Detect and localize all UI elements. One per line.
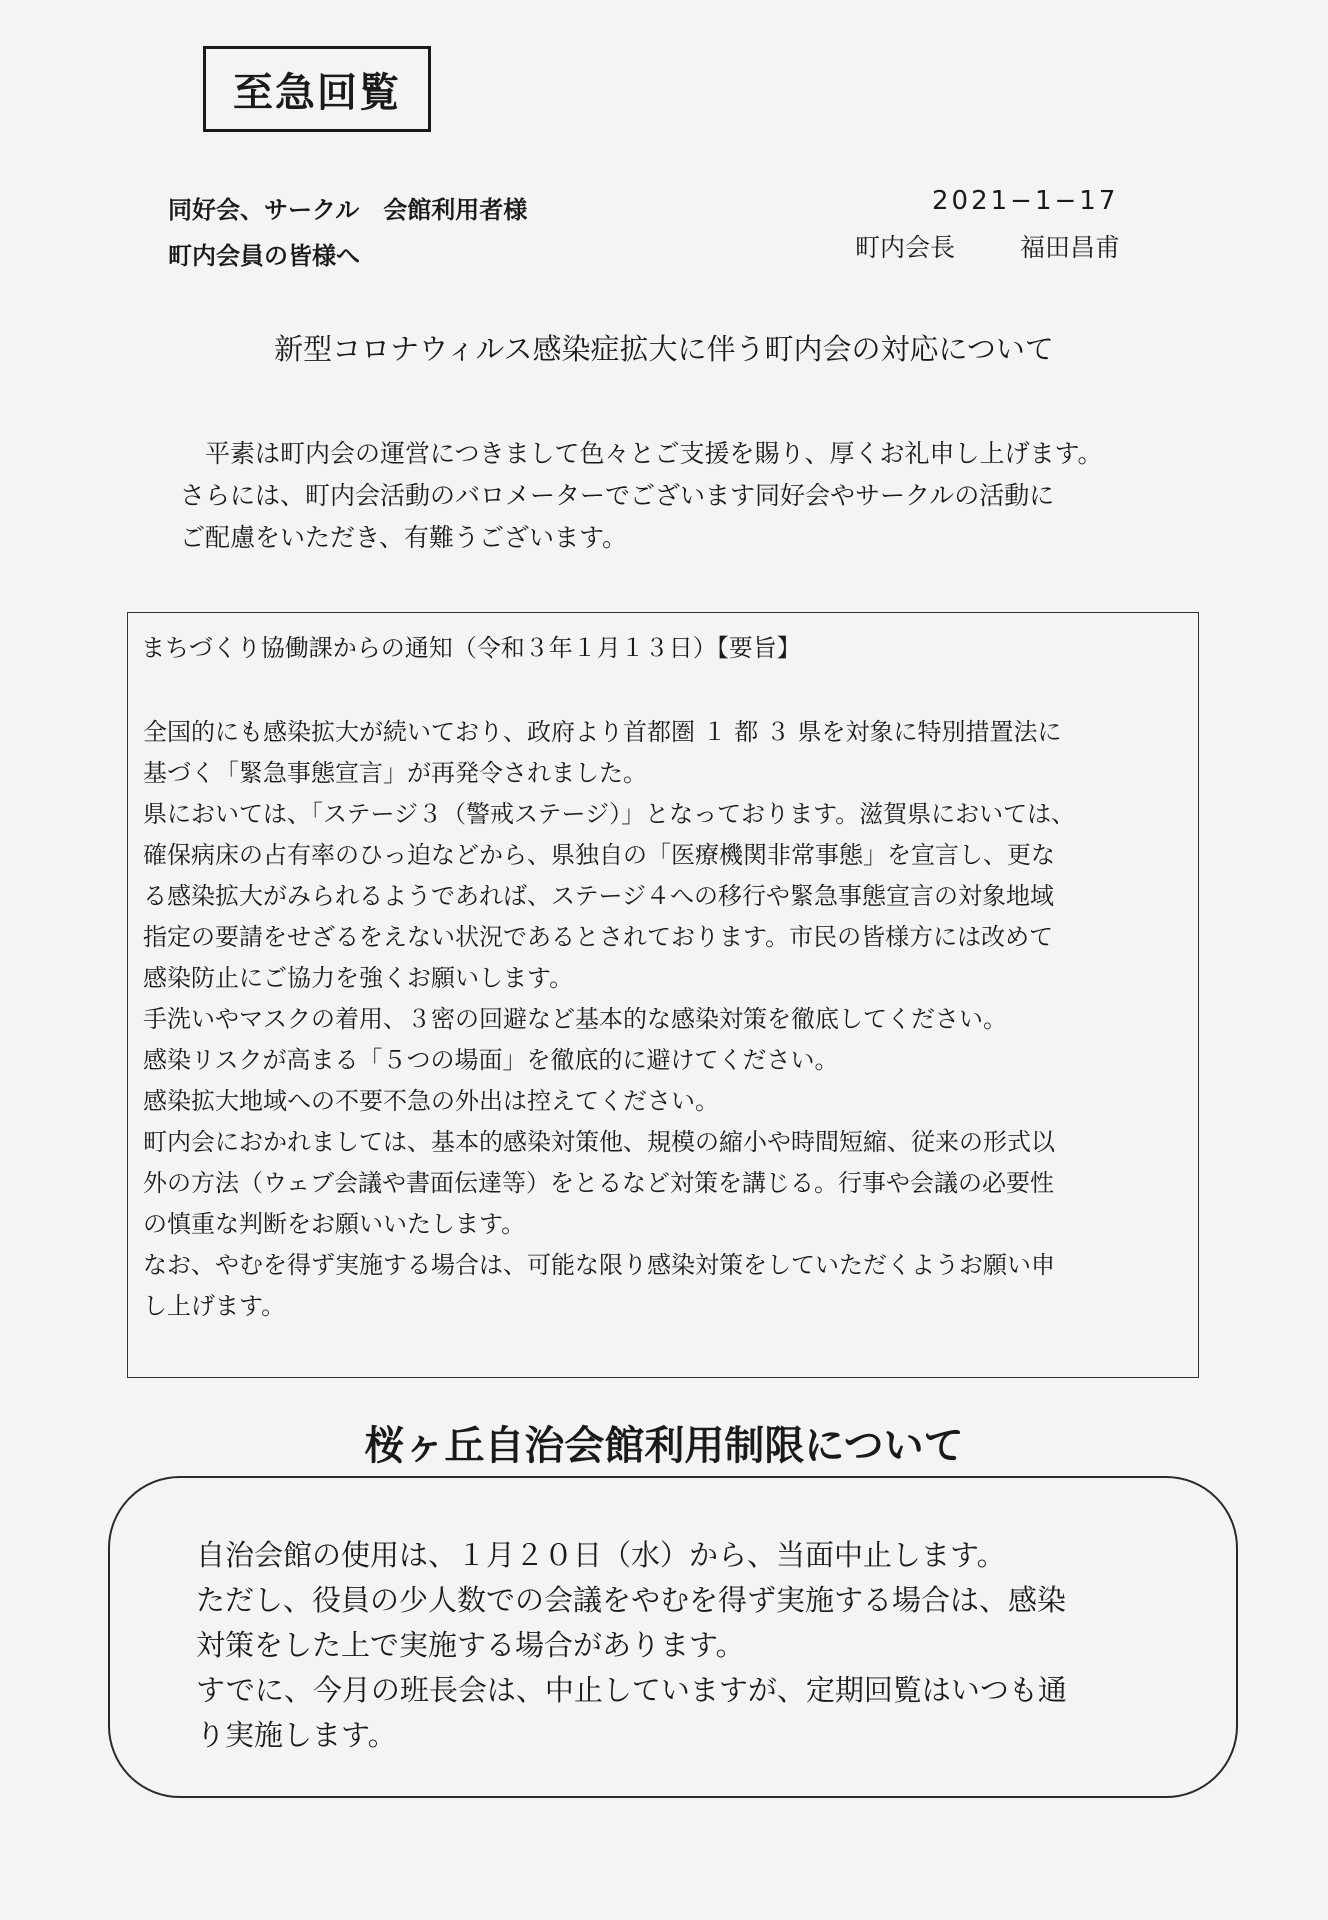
notice-line: 外の方法（ウェブ会議や書面伝達等）をとるなど対策を講じる。行事や会議の必要性 — [143, 1169, 1055, 1197]
usage-line: すでに、今月の班長会は、中止していますが、定期回覧はいつも通 — [196, 1673, 1067, 1707]
sender-role: 町内会長 — [855, 233, 956, 262]
document-title: 新型コロナウィルス感染症拡大に伴う町内会の対応について — [274, 332, 1054, 366]
notice-line: る感染拡大がみられるようであれば、ステージ４への移行や緊急事態宣言の対象地域 — [143, 882, 1055, 910]
usage-line: 自治会館の使用は、１月２０日（水）から、当面中止します。 — [196, 1538, 1006, 1572]
notice-line: 基づく「緊急事態宣言」が再発令されました。 — [143, 759, 647, 787]
notice-line: 感染リスクが高まる「５つの場面」を徹底的に避けてください。 — [143, 1046, 839, 1074]
notice-line: の慎重な判断をお願いいたします。 — [143, 1210, 526, 1238]
intro-line: ご配慮をいただき、有難うございます。 — [180, 523, 628, 552]
urgent-circular-stamp — [203, 46, 431, 132]
notice-line: 町内会におかれましては、基本的感染対策他、規模の縮小や時間短縮、従来の形式以 — [143, 1128, 1055, 1156]
intro-line: 平素は町内会の運営につきまして色々とご支援を賜り、厚くお礼申し上げます。 — [180, 439, 1103, 468]
notice-line: 県においては、「ステージ３（警戒ステージ）」となっております。滋賀県においては、 — [143, 800, 1076, 828]
notice-line: 確保病床の占有率のひっ迫などから、県独自の「医療機関非常事態」を宣言し、更な — [143, 841, 1055, 869]
notice-line: 全国的にも感染拡大が続いており、政府より首都圏 １ 都 ３ 県を対象に特別措置法に — [143, 718, 1062, 746]
sender-name: 福田昌甫 — [1020, 233, 1121, 262]
notice-line: 感染防止にご協力を強くお願いします。 — [143, 964, 574, 992]
notice-line: 指定の要請をせざるをえない状況であるとされております。市民の皆様方には改めて — [143, 923, 1054, 951]
usage-restriction-title: 桜ヶ丘自治会館利用制限について — [364, 1423, 964, 1469]
notice-line: なお、やむを得ず実施する場合は、可能な限り感染対策をしていただくようお願い申 — [143, 1251, 1055, 1279]
notice-header: まちづくり協働課からの通知（令和３年１月１３日）【要旨】 — [141, 634, 801, 662]
usage-line: り実施します。 — [196, 1718, 397, 1752]
stamp-text: 至急回覧 — [233, 69, 401, 116]
notice-line: 感染拡大地域への不要不急の外出は控えてください。 — [143, 1087, 719, 1115]
notice-line: し上げます。 — [143, 1292, 286, 1320]
intro-line: さらには、町内会活動のバロメーターでございます同好会やサークルの活動に — [180, 481, 1055, 510]
recipient-line-1: 同好会、サークル 会館利用者様 — [168, 196, 528, 224]
recipient-line-2: 町内会員の皆様へ — [168, 242, 360, 270]
document-date: 2021−1−17 — [932, 186, 1119, 216]
usage-line: ただし、役員の少人数での会議をやむを得ず実施する場合は、感染 — [196, 1583, 1067, 1617]
notice-line: 手洗いやマスクの着用、３密の回避など基本的な感染対策を徹底してください。 — [143, 1005, 1007, 1033]
usage-line: 対策をした上で実施する場合があります。 — [196, 1628, 745, 1662]
